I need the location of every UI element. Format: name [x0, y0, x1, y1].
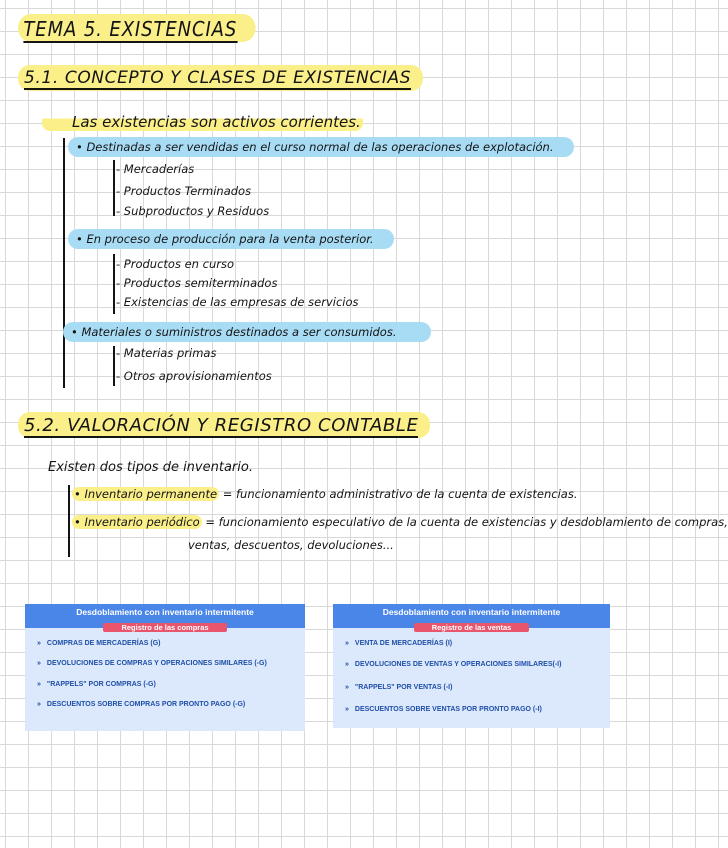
group3-heading: • Materiales o suministros destinados a ser consumidos. [63, 322, 431, 342]
inventory-type-desc: = funcionamiento administrativo de la cuenta de existencias. [222, 487, 578, 501]
box-item: » DESCUENTOS SOBRE VENTAS POR PRONTO PAGO (-I) [345, 706, 542, 713]
section2-intro: Existen dos tipos de inventario. [48, 460, 253, 475]
box-item: » DESCUENTOS SOBRE COMPRAS POR PRONTO PAGO (-G) [37, 701, 245, 708]
group1-bracket [113, 160, 115, 216]
section1-bracket [63, 138, 65, 388]
section2-title [18, 412, 430, 438]
box-subtitle: Registro de las ventas [414, 623, 530, 632]
group1-item: - Mercaderías [116, 162, 195, 176]
sales-box [333, 604, 610, 728]
box-header [25, 604, 305, 632]
inventory-type-name: • Inventario periódico [74, 515, 200, 529]
group2-bracket [113, 254, 115, 314]
box-header [333, 604, 610, 632]
group1-item: - Subproductos y Residuos [116, 204, 270, 218]
box-item: » "RAPPELS" POR COMPRAS (-G) [37, 681, 156, 688]
section1-intro [42, 113, 363, 131]
box-title: Desdoblamiento con inventario intermitente [76, 607, 254, 617]
inventory-type-desc: = funcionamiento especulativo de la cuenta de existencias y desdoblamiento de compras, [205, 515, 728, 529]
box-subtitle: Registro de las compras [103, 623, 226, 632]
box-item: » COMPRAS DE MERCADERÍAS (G) [37, 640, 160, 647]
group1-item: - Productos Terminados [116, 184, 252, 198]
section2-bracket [68, 485, 70, 557]
group2-item: - Existencias de las empresas de servicios [116, 295, 359, 309]
inventory-type-name: • Inventario permanente [74, 487, 218, 501]
inventory-type-desc-cont: ventas, descuentos, devoluciones... [188, 538, 394, 552]
section1-title [18, 65, 423, 91]
page-title-text: TEMA 5. EXISTENCIAS [23, 17, 238, 41]
box-item: » DEVOLUCIONES DE VENTAS Y OPERACIONES SIMILARES(-I) [345, 661, 561, 668]
group2-item: - Productos en curso [116, 257, 234, 271]
box-item: » VENTA DE MERCADERÍAS (I) [345, 640, 452, 647]
group2-item: - Productos semiterminados [116, 276, 278, 290]
group1-heading: • Destinadas a ser vendidas en el curso normal de las operaciones de explotación. [68, 137, 574, 157]
page-title [18, 14, 255, 42]
section2-title-text: 5.2. VALORACIÓN Y REGISTRO CONTABLE [24, 415, 419, 436]
box-item: » DEVOLUCIONES DE COMPRAS Y OPERACIONES SIMILARES (-G) [37, 660, 267, 667]
inventory-type-permanent [72, 487, 578, 501]
group3-bracket [113, 346, 115, 386]
section1-intro-text: Las existencias son activos corrientes. [42, 113, 363, 131]
group3-item: - Materias primas [116, 346, 217, 360]
group2-heading: • En proceso de producción para la venta posterior. [68, 229, 394, 249]
purchases-box [25, 604, 305, 731]
section1-title-text: 5.1. CONCEPTO Y CLASES DE EXISTENCIAS [24, 68, 412, 88]
box-title: Desdoblamiento con inventario intermitente [382, 607, 561, 617]
box-item: » "RAPPELS" POR VENTAS (-I) [345, 684, 452, 691]
group3-item: - Otros aprovisionamientos [116, 369, 272, 383]
inventory-type-periodic [72, 515, 728, 529]
